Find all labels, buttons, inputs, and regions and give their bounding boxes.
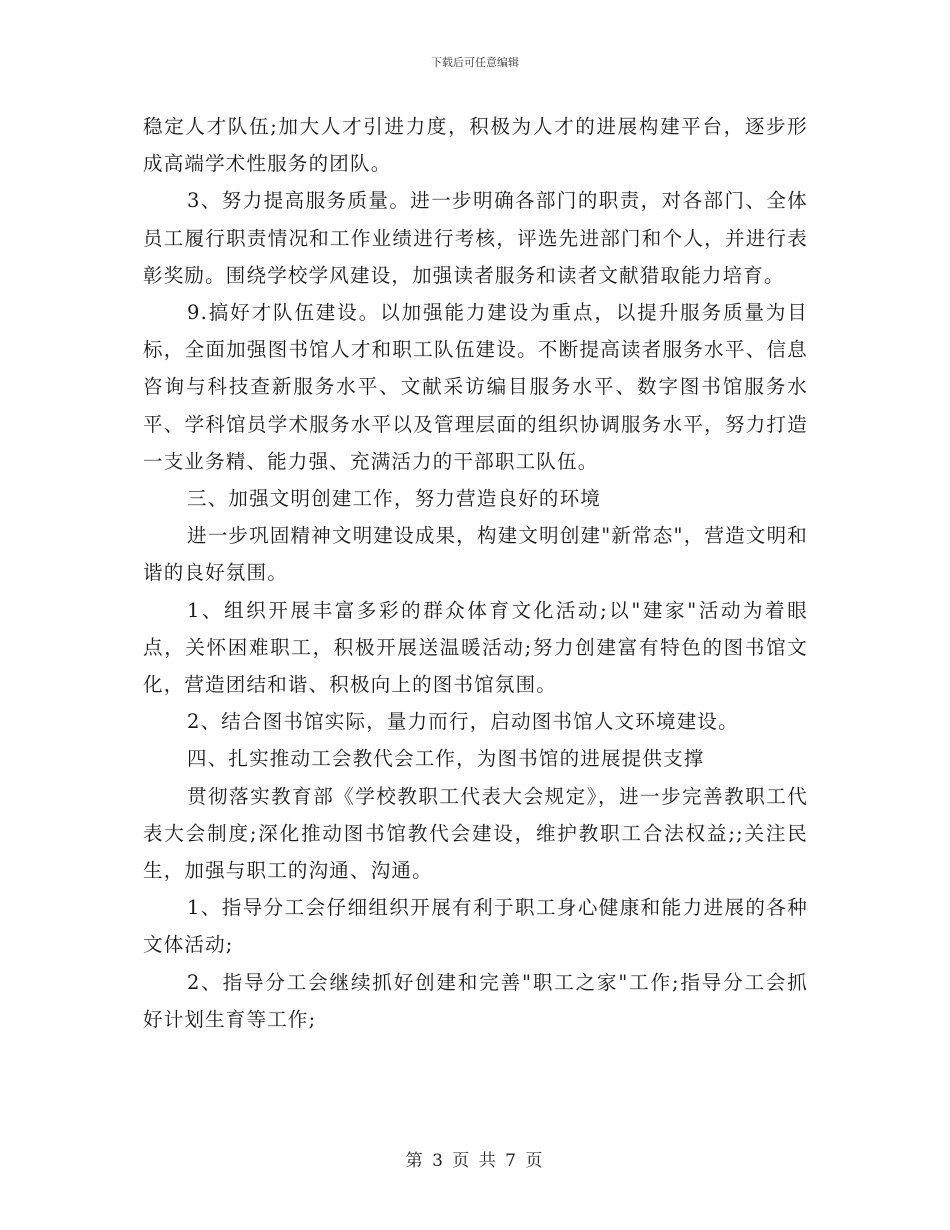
section-heading-4: 四、扎实推动工会教代会工作，为图书馆的进展提供支撑 <box>187 747 705 771</box>
paragraph-5: 进一步巩固精神文明建设成果，构建文明创建"新常态"，营造文明和谐的良好氛围。 <box>143 524 808 585</box>
document-body <box>143 108 808 1038</box>
paragraph-7: 2、结合图书馆实际，量力而行，启动图书馆人文环境建设。 <box>187 710 739 734</box>
paragraph-6: 1、组织开展丰富多彩的群众体育文化活动;以"建家"活动为着眼点，关怀困难职工，积极开展送温暖活动;努力创建富有特色的图书馆文化，营造团结和谐、积极向上的图书馆氛围。 <box>143 598 808 697</box>
section-heading-3: 三、加强文明创建工作，努力营造良好的环境 <box>187 487 602 511</box>
paragraph-3: 9.搞好才队伍建设。以加强能力建设为重点，以提升服务质量为目标，全面加强图书馆人才和职工队伍建设。不断提高读者服务水平、信息咨询与科技查新服务水平、文献采访编目服务水平、数字图书馆服务水平、学科馆员学术服务水平以及管理层面的组织协调服务水平，努力打造一支业务精、能力强、充满活力的干部职工队伍。 <box>143 301 808 473</box>
paragraph-11: 2、指导分工会继续抓好创建和完善"职工之家"工作;指导分工会抓好计划生育等工作; <box>143 970 808 1031</box>
page-number-footer: 第 3 页 共 7 页 <box>405 1151 545 1171</box>
paragraph-2: 3、努力提高服务质量。进一步明确各部门的职责，对各部门、全体员工履行职责情况和工作业绩进行考核，评选先进部门和个人，并进行表彰奖励。围绕学校学风建设，加强读者服务和读者文献猎取能力培育。 <box>143 189 808 287</box>
paragraph-10: 1、指导分工会仔细组织开展有利于职工身心健康和能力进展的各种文体活动; <box>143 896 808 957</box>
paragraph-1: 稳定人才队伍;加大人才引进力度，积极为人才的进展构建平台，逐步形成高端学术性服务的团队。 <box>143 115 808 176</box>
paragraph-9: 贯彻落实教育部《学校教职工代表大会规定》，进一步完善教职工代表大会制度;深化推动图书馆教代会建设，维护教职工合法权益;;关注民生，加强与职工的沟通、沟通。 <box>143 784 808 883</box>
page-header: 下载后可任意编辑 <box>431 56 519 69</box>
